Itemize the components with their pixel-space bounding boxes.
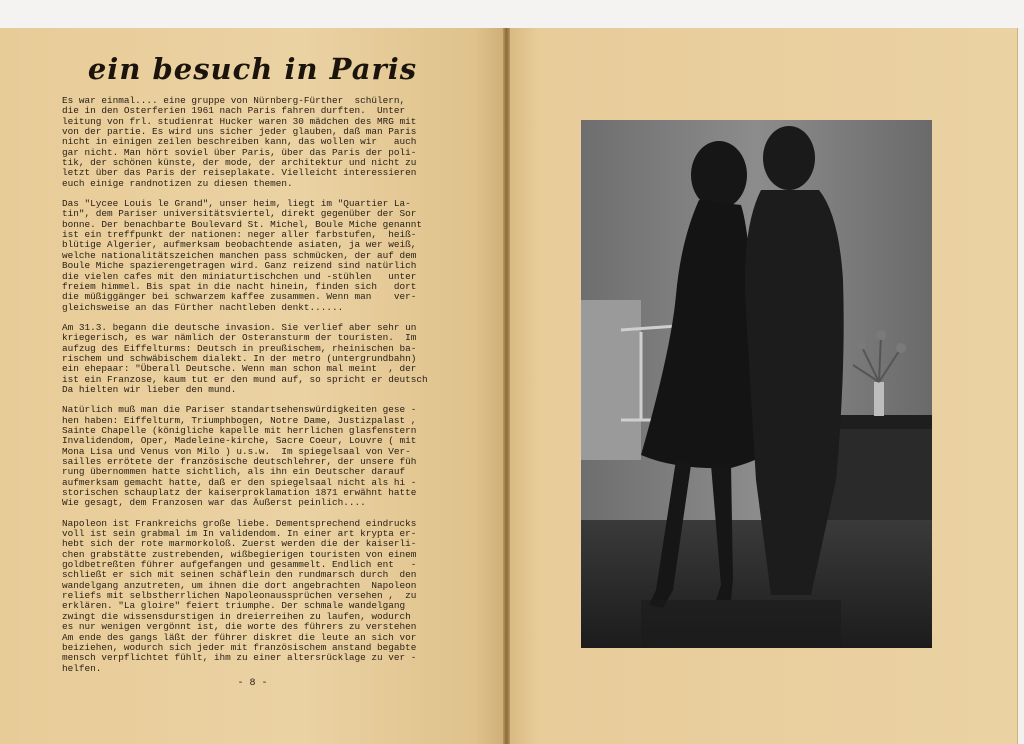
paragraph-2: Das "Lycee Louis le Grand", unser heim, liegt im "Quartier La- tin", dem Pariser universitätsviertel, direkt gegenüber der Sor bonne. Der benachbarte Boulevard St. Michel, Boule Miche genannt ist ein treffpunkt der nationen: neger aller farbstufen, heiß- blütige Algerier, aufmerksam beobachtende asiaten, ja wer weiß, welche nationalitätszeichen manchen pass schmücken, der auf dem Boule Miche spazierengetragen wird. Ganz reizend sind natürlich die vielen cafes mit den miniaturtischchen und -stühlen unter freiem himmel. Bis spat in die nacht hinein, finden sich dort die müßiggänger bei schwarzem kaffee zusammen. Wenn man ver- gleichsweise an das Fürther nachtleben denkt...... [62,198,423,313]
page-number: - 8 - [237,678,268,689]
couple-silhouette-photo [581,120,932,648]
article-body [62,96,458,684]
book-gutter [503,28,510,744]
scan-edge [1018,28,1024,744]
paragraph-4: Natürlich muß man die Pariser standartsehenswürdigkeiten gese - hen haben: Eiffelturm, Triumphbogen, Notre Dame, Justizpalast , Sainte Chapelle (königliche kapelle mit herrlichen glasfenstern Invalidendom, Oper, Madeleine-kirche, Sacre Coeur, Louvre ( mit Mona Lisa und Venus von Milo ) u.s.w. Im spiegelsaal von Ver- sailles errötete der französische deutschlehrer, der unsere füh rung übernommen hatte sichtlich, als ihn ein Deutscher darauf aufmerksam gemacht hatte, daß er den spiegelsaal nicht als hi - storischen schauplatz der kaiserproklamation 1871 erwähnt hatte Wie gesagt, dem Franzosen war das Äußerst peinlich.... [62,404,417,509]
paragraph-3: Am 31.3. begann die deutsche invasion. Sie verlief aber sehr un kriegerisch, es war nämlich der Osteransturm der touristen. Im aufzug des Eiffelturms: Deutsch in preußischem, rheinischen ba- rischem und schwäbischem dialekt. In der metro (untergrundbahn) ein ehepaar: "Überall Deutsche. Wenn man schon mal meint , der ist ein Franzose, kaum tut er den mund auf, so spricht er deutsch Da hielten wir lieber den mund. [62,321,428,395]
article-title: ein besuch in Paris [87,52,418,86]
scan-background [0,0,1024,28]
paragraph-5: Napoleon ist Frankreichs große liebe. Dementsprechend eindrucks voll ist sein grabmal im In validendom. In einer art krypta er- hebt sich der rote marmorkoloß. Zuerst werden die der kaiserli- chen grabstätte zustrebenden, wißbegierigen touristen von einem goldbetreßten führer aufgefangen und gesammelt. Endlich ent - schließt er sich mit seinen schäflein den rundmarsch durch den wandelgang anzutreten, um ihnen die dort angebrachten Napoleon reliefs mit selbstherrlichen Napoleonaussprüchen versehen , zu erklären. "La gloire" feiert triumphe. Der schmale wandelgang zwingt die wissensdurstigen in dreierreihen zu laufen, wodurch es nur wenigen vergönnt ist, die worte des führers zu verstehen Am ende des gangs läßt der führer diskret die leute an sich vor beiziehen, wodurch sich jeder mit französischem anstand begabte mensch verpflichtet fühlt, ihm zu einer altersrücklage zu ver - helfen. [62,517,417,674]
paragraph-1: Es war einmal.... eine gruppe von Nürnberg-Fürther schülern, die in den Osterferien 1961 nach Paris fahren durften. Unter leitung von frl. studienrat Hucker waren 30 mädchen des MRG mit von der partie. Es wird uns sicher jeder glauben, daß man Paris nicht in einigen zeilen beschreiben kann, das wollen wir auch gar nicht. Man hört soviel über Paris, über das Paris der poli- tik, der schönen künste, der mode, der architektur und nicht zu letzt über das Paris der reiseplakate. Vielleicht interessieren euch einige randnotizen zu diesen themen. [62,95,417,189]
